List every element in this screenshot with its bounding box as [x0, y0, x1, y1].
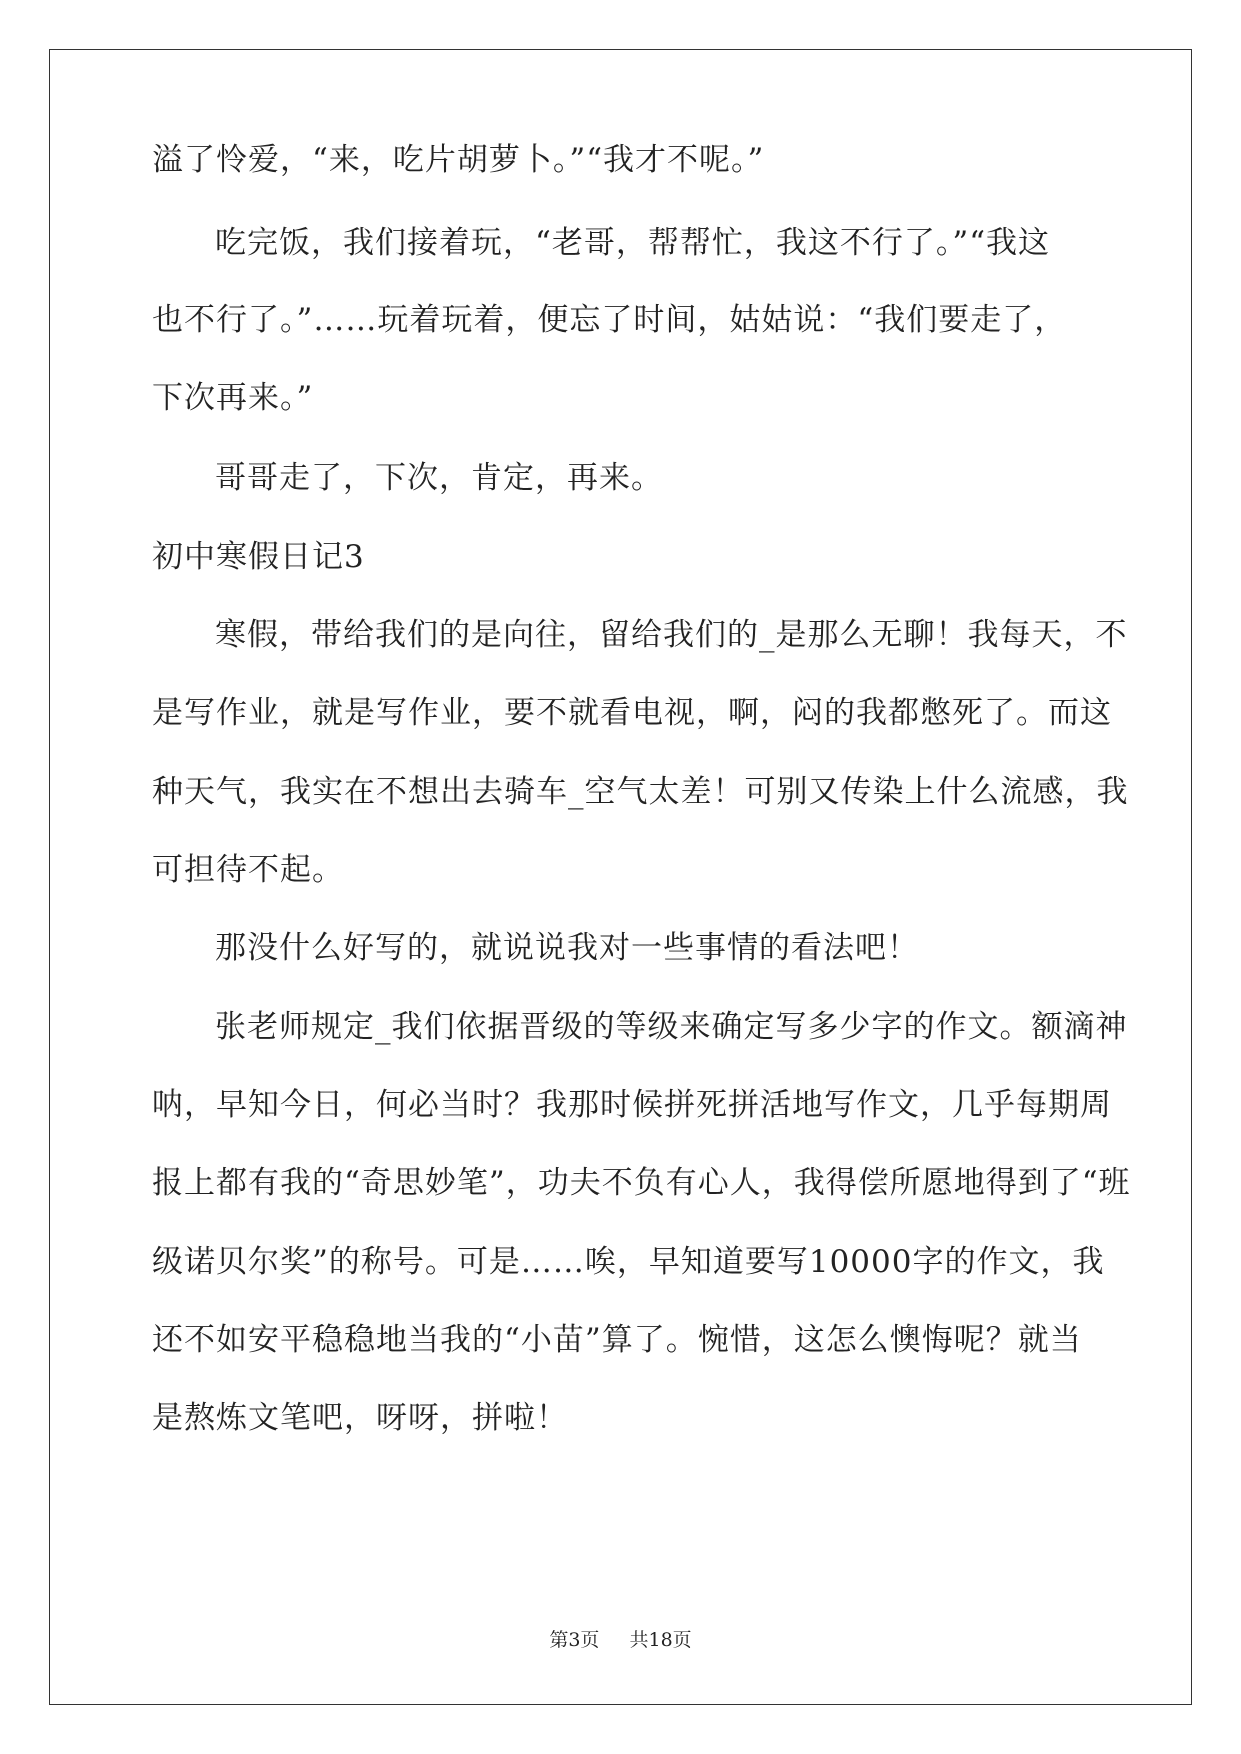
text-line: 种天气，我实在不想出去骑车_空气太差！可别又传染上什么流感，我	[152, 774, 1129, 810]
text-line: 也不行了。”……玩着玩着，便忘了时间，姑姑说：“我们要走了，	[152, 302, 1067, 338]
text-line: 是熬炼文笔吧，呀呀，拼啦！	[152, 1400, 568, 1436]
text-line: 可担待不起。	[152, 852, 344, 888]
text-line: 呐，早知今日，何必当时？我那时候拼死拼活地写作文，几乎每期周	[152, 1087, 1112, 1123]
text-line: 哥哥走了，下次，肯定，再来。	[215, 460, 663, 496]
text-line: 报上都有我的“奇思妙笔”，功夫不负有心人，我得偿所愿地得到了“班	[152, 1165, 1131, 1201]
page-footer	[0, 1625, 1241, 1652]
text-line: 级诺贝尔奖”的称号。可是……唉，早知道要写10000字的作文，我	[152, 1244, 1105, 1280]
text-line: 吃完饭，我们接着玩，“老哥，帮帮忙，我这不行了。”“我这	[215, 225, 1051, 261]
text-line: 张老师规定_我们依据晋级的等级来确定写多少字的作文。额滴神	[215, 1009, 1128, 1045]
page-total: 共18页	[629, 1629, 692, 1651]
section-heading: 初中寒假日记3	[152, 539, 365, 575]
text-line: 溢了怜爱，“来，吃片胡萝卜。”“我才不呢。”	[152, 142, 765, 178]
text-line: 是写作业，就是写作业，要不就看电视，啊，闷的我都憋死了。而这	[152, 695, 1112, 731]
page-number: 第3页	[549, 1629, 600, 1651]
text-line: 寒假，带给我们的是向往，留给我们的_是那么无聊！我每天，不	[215, 617, 1128, 653]
text-line: 那没什么好写的，就说说我对一些事情的看法吧！	[215, 930, 919, 966]
text-line: 下次再来。”	[152, 380, 314, 416]
text-line: 还不如安平稳稳地当我的“小苗”算了。惋惜，这怎么懊悔呢？就当	[152, 1322, 1082, 1358]
